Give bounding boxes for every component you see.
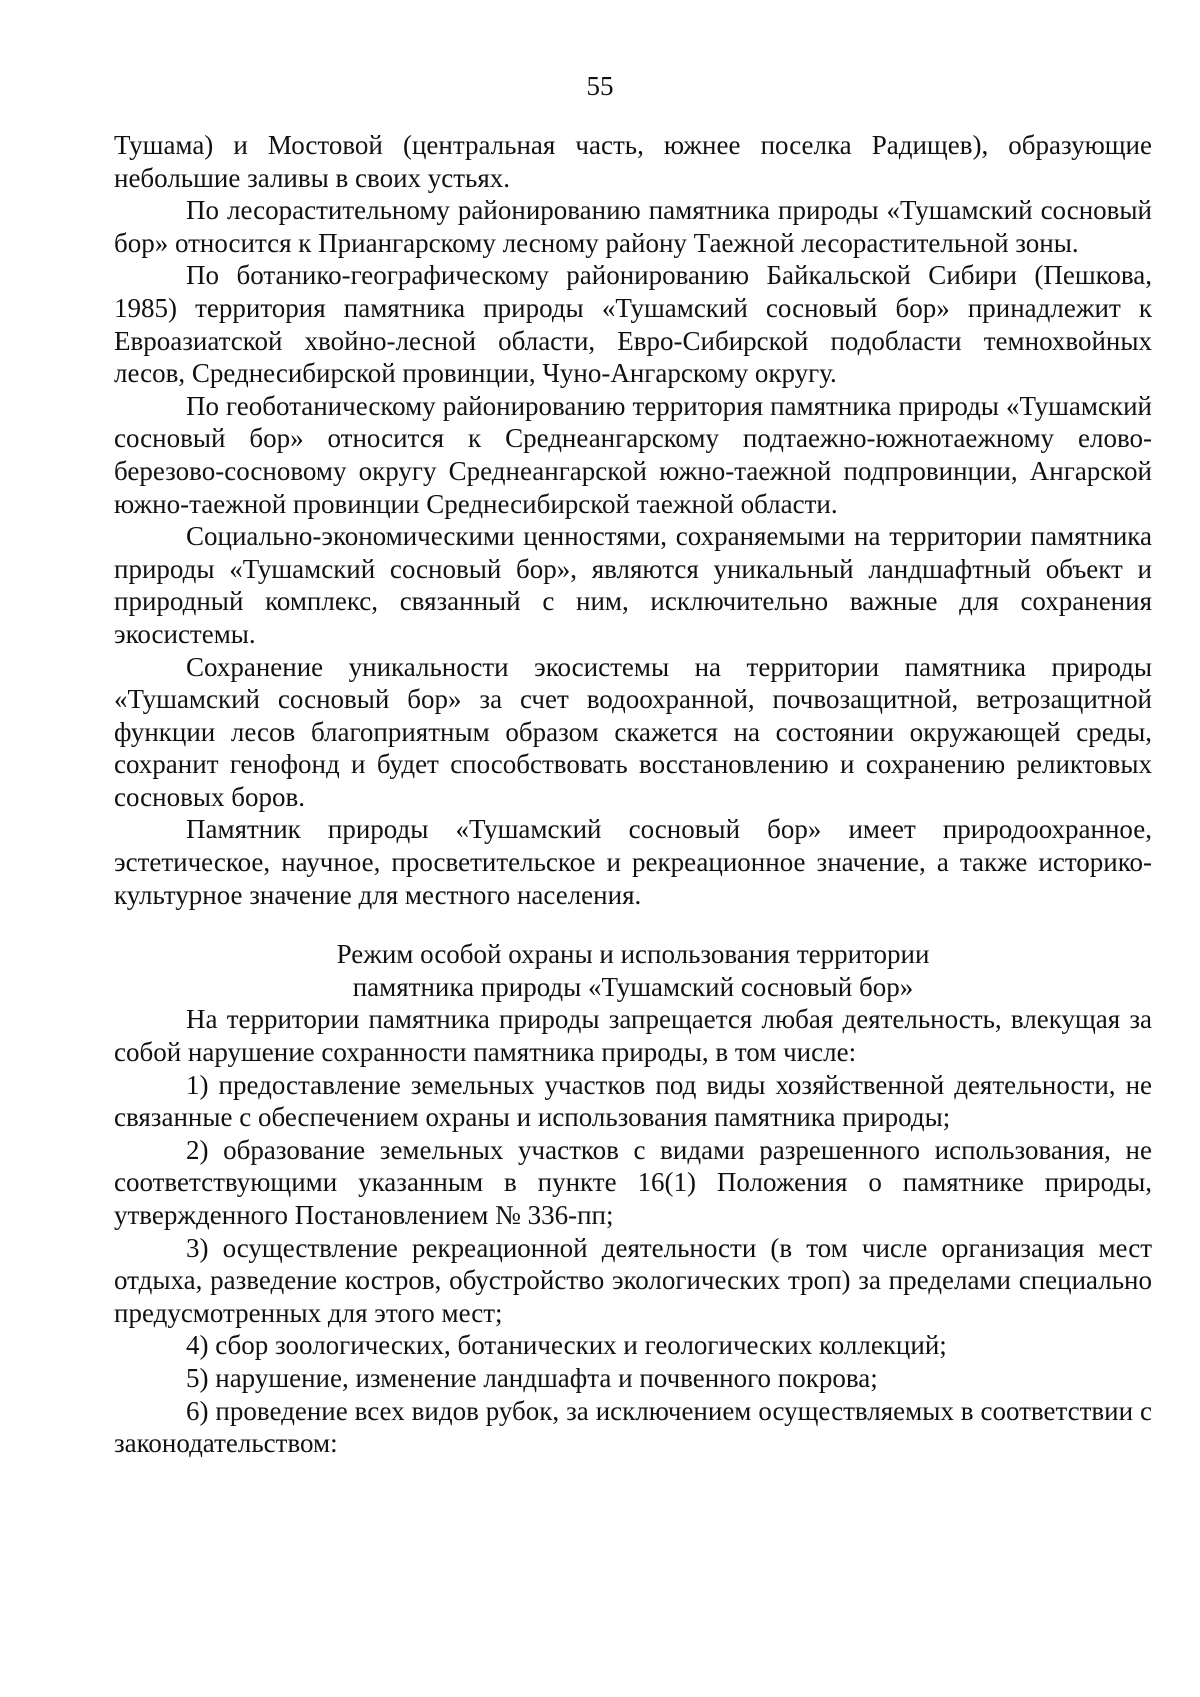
page-number: 55 — [586, 71, 614, 101]
paragraph-continuation: Тушама) и Мостовой (центральная часть, южнее поселка Радищев), образующие небольшие заливы в своих устьях. — [114, 130, 1152, 193]
list-item-4: 4) сбор зоологических, ботанических и геологических коллекций; — [186, 1330, 947, 1361]
paragraph-botanical-zoning: По ботанико-географическому районированию Байкальской Сибири (Пешкова, 1985) территория памятника природы «Тушамский сосновый бор» принадлежит к Евроазиатской хвойно-лесной области, Евро-Сибирской подобласти темнохвойных лесов, Среднесибирской провинции, Чуно-Ангарскому округу. — [114, 260, 1152, 389]
paragraph-prohibition-intro: На территории памятника природы запрещается любая деятельность, влекущая за собой нарушение сохранности памятника природы, в том числе: — [114, 1004, 1152, 1068]
paragraph-forest-zoning: По лесорастительному районированию памятника природы «Тушамский сосновый бор» относится к Приангарскому лесному району Таежной лесорастительной зоны. — [114, 195, 1152, 258]
paragraph-geobotanical-zoning: По геоботаническому районированию территория памятника природы «Тушамский сосновый бор» относится к Среднеангарскому подтаежно-южнотаежному елово-березово-сосновому округу Среднеангарской южно-таежной подпровинции, Ангарской южно-таежной провинции Среднесибирской таежной области. — [114, 390, 1152, 519]
list-item-3: 3) осуществление рекреационной деятельности (в том числе организация мест отдыха, разведение костров, обустройство экологических троп) за пределами специально предусмотренных для этого мест; — [114, 1232, 1152, 1328]
section-heading-line-2: памятника природы «Тушамский сосновый бор» — [352, 971, 914, 1002]
paragraph-monument-significance: Памятник природы «Тушамский сосновый бор» имеет природоохранное, эстетическое, научное, просветительское и рекреационное значение, а также историко-культурное значение для местного населения. — [114, 814, 1152, 910]
section-heading-line-1: Режим особой охраны и использования территории — [336, 939, 930, 970]
document-body — [114, 129, 1152, 1460]
list-item-2: 2) образование земельных участков с видами разрешенного использования, не соответствующими указанным в пункте 16(1) Положения о памятнике природы, утвержденного Постановлением № 336-пп; — [114, 1134, 1152, 1230]
list-item-1: 1) предоставление земельных участков под виды хозяйственной деятельности, не связанные с обеспечением охраны и использования памятника природы; — [114, 1069, 1152, 1133]
paragraph-ecosystem-preservation: Сохранение уникальности экосистемы на территории памятника природы «Тушамский сосновый бор» за счет водоохранной, почвозащитной, ветрозащитной функции лесов благоприятным образом скажется на состоянии окружающей среды, сохранит генофонд и будет способствовать восстановлению и сохранению реликтовых сосновых боров. — [114, 651, 1152, 812]
section-heading — [114, 938, 1152, 1003]
paragraph-socioeconomic-values: Социально-экономическими ценностями, сохраняемыми на территории памятника природы «Тушамский сосновый бор», являются уникальный ландшафтный объект и природный комплекс, связанный с ним, исключительно важные для сохранения экосистемы. — [114, 521, 1152, 649]
list-item-5: 5) нарушение, изменение ландшафта и почвенного покрова; — [186, 1362, 878, 1393]
list-item-6: 6) проведение всех видов рубок, за исключением осуществляемых в соответствии с законодательством: — [114, 1395, 1152, 1459]
